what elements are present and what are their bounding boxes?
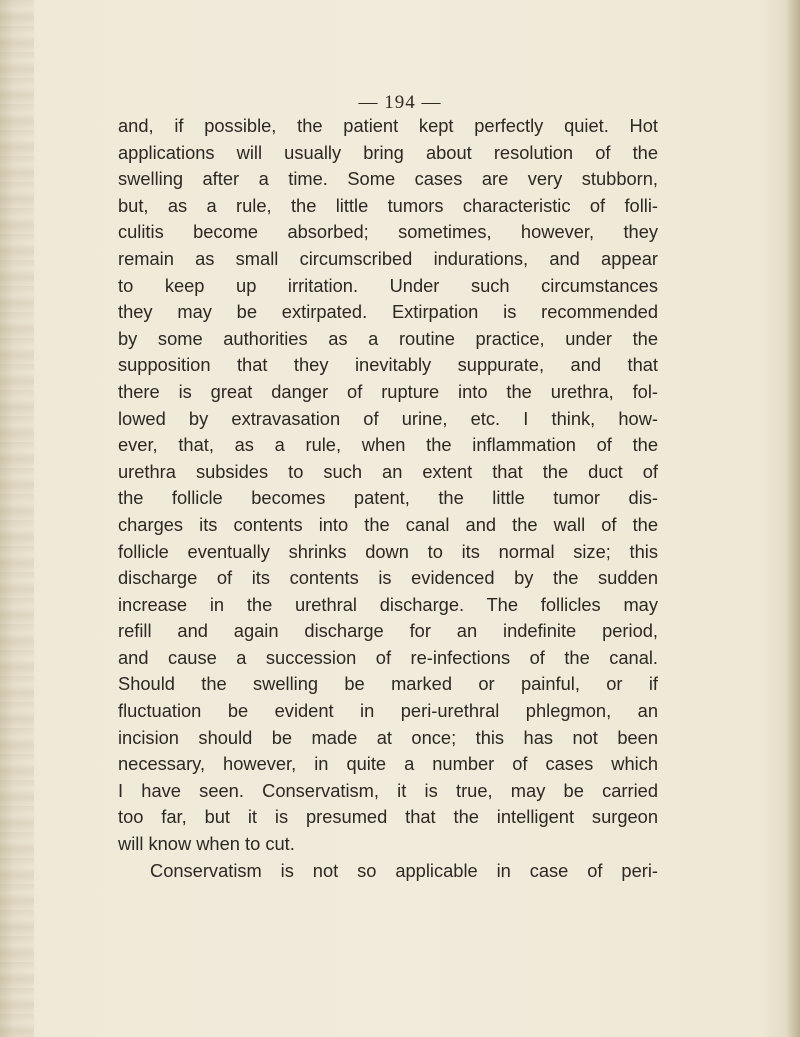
text-line: will know when to cut. — [118, 833, 295, 855]
body-text — [118, 113, 658, 884]
page-binding-edge — [0, 0, 34, 1037]
text-line: the follicle becomes patent, the little tumor dis- — [118, 487, 658, 509]
text-line: and cause a succession of re-infections of the canal. — [118, 646, 658, 668]
text-line: incision should be made at once; this has not been — [118, 726, 658, 748]
text-line: applications will usually bring about resolution of the — [118, 141, 658, 163]
text-line: I have seen. Conservatism, it is true, may be carried — [118, 779, 658, 801]
text-line: ever, that, as a rule, when the inflammation of the — [118, 434, 658, 456]
text-line: to keep up irritation. Under such circumstances — [118, 274, 658, 296]
text-line: refill and again discharge for an indefinite period, — [118, 620, 658, 642]
page-number: — 194 — — [358, 92, 442, 113]
text-line: supposition that they inevitably suppurate, and that — [118, 354, 658, 376]
text-line: charges its contents into the canal and the wall of the — [118, 513, 658, 535]
text-line: but, as a rule, the little tumors characteristic of folli- — [118, 194, 658, 216]
text-line: swelling after a time. Some cases are very stubborn, — [118, 168, 658, 190]
text-line: they may be extirpated. Extirpation is recommended — [118, 301, 658, 323]
text-line: follicle eventually shrinks down to its normal size; this — [118, 540, 658, 562]
text-line: and, if possible, the patient kept perfectly quiet. Hot — [118, 115, 658, 136]
text-line: necessary, however, in quite a number of cases which — [118, 753, 658, 775]
text-line: there is great danger of rupture into the urethra, fol- — [118, 380, 658, 402]
text-line: remain as small circumscribed indurations, and appear — [118, 247, 658, 269]
text-line: fluctuation be evident in peri-urethral phlegmon, an — [118, 700, 658, 722]
text-line: culitis become absorbed; sometimes, however, they — [118, 221, 658, 243]
text-line: lowed by extravasation of urine, etc. I think, how- — [118, 407, 658, 429]
text-line: by some authorities as a routine practice, under the — [118, 327, 658, 349]
text-line: increase in the urethral discharge. The follicles may — [118, 593, 658, 615]
text-line: Should the swelling be marked or painful, or if — [118, 673, 658, 695]
text-line: Conservatism is not so applicable in case of peri- — [150, 859, 658, 881]
text-line: too far, but it is presumed that the intelligent surgeon — [118, 806, 658, 828]
text-line: urethra subsides to such an extent that the duct of — [118, 460, 658, 482]
text-line: discharge of its contents is evidenced by the sudden — [118, 567, 658, 589]
page-outer-edge — [786, 0, 800, 1037]
